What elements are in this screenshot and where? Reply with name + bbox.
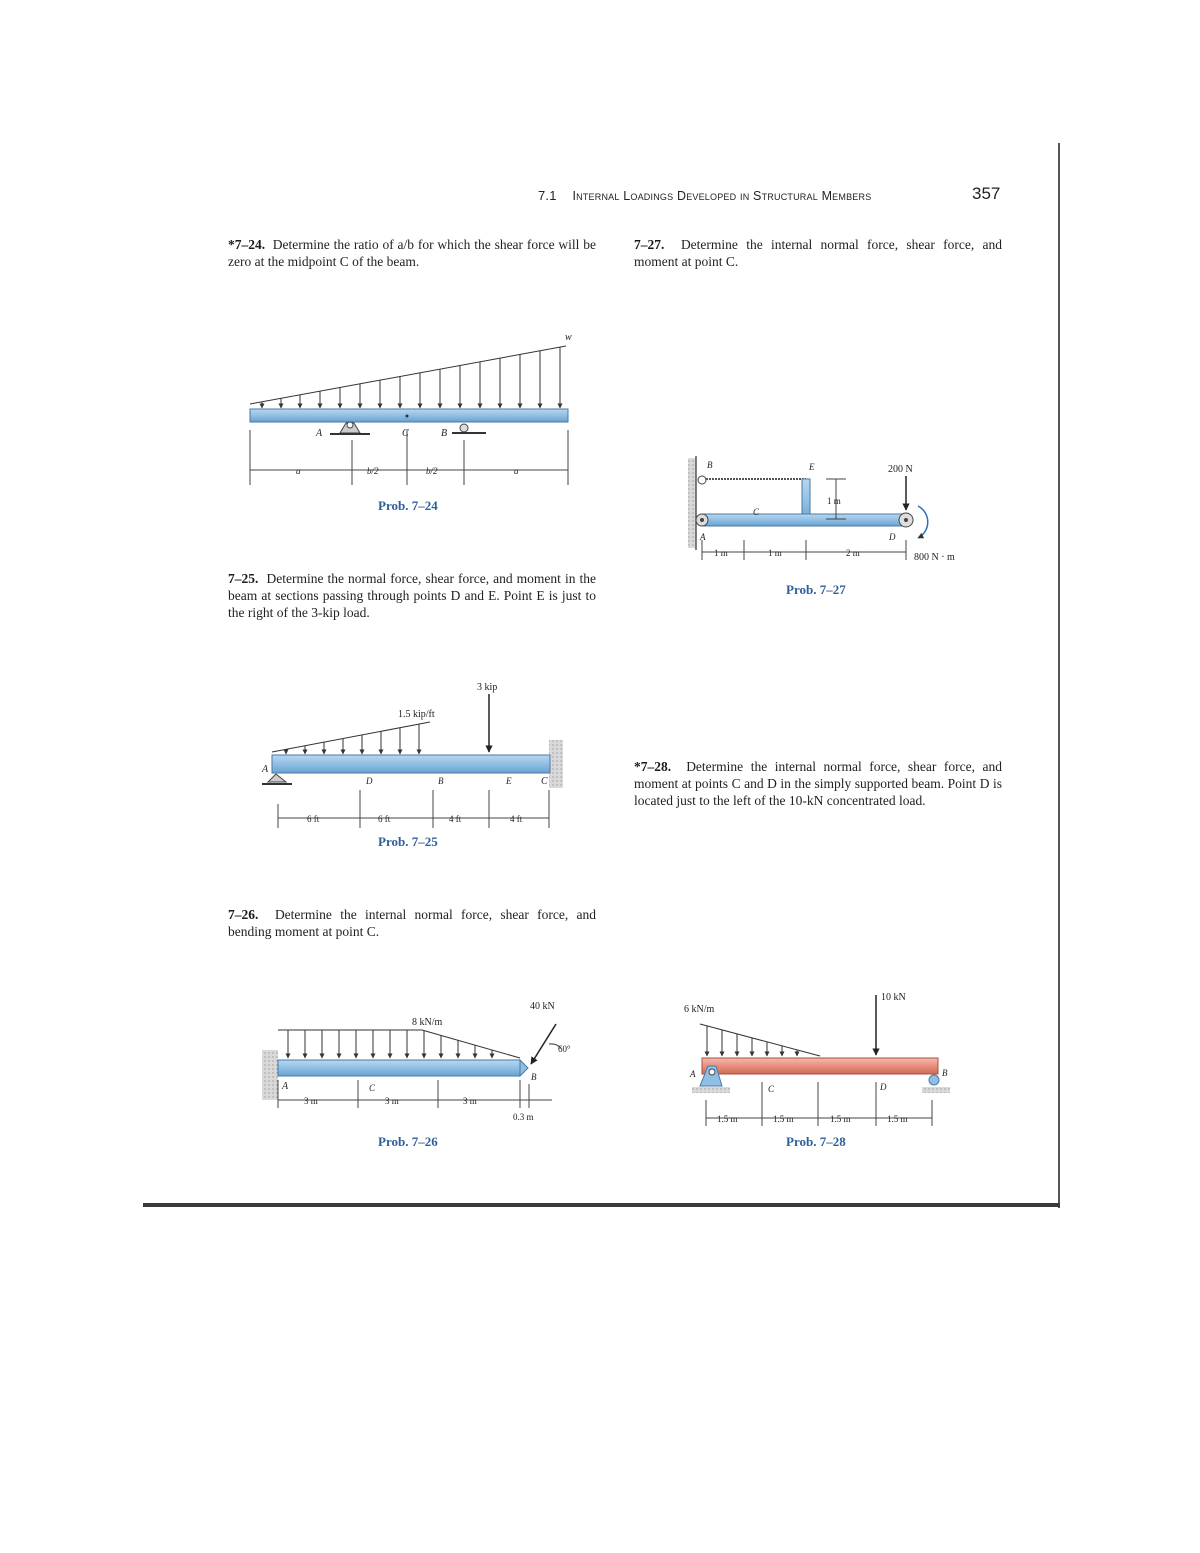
fig28-dim-4: 1.5 m [887, 1114, 908, 1124]
section-title: Internal Loadings Developed in Structural Members [572, 189, 872, 203]
fig25-B: B [438, 776, 444, 786]
fig28-D: D [880, 1082, 887, 1092]
fig24-dim-a1: a [296, 466, 301, 476]
caption-7-26: Prob. 7–26 [378, 1134, 438, 1149]
fig26-dist-load: 8 kN/m [412, 1017, 443, 1028]
fig27-dim-3: 2 m [846, 548, 860, 558]
fig25-dim-1: 6 ft [307, 814, 320, 824]
fig24-C: C [402, 428, 409, 439]
problem-number: 7–25. [228, 571, 259, 586]
fig25-A: A [262, 764, 269, 775]
problem-7-26 [228, 906, 596, 940]
fig28-diagram [684, 992, 950, 1126]
fig25-dist-load: 1.5 kip/ft [398, 709, 435, 720]
fig27-E: E [809, 462, 815, 472]
fig28-B: B [942, 1068, 948, 1078]
fig25-dim-2: 6 ft [378, 814, 391, 824]
fig27-dim-2: 1 m [768, 548, 782, 558]
fig25-E: E [506, 776, 512, 786]
fig28-point-load: 10 kN [881, 992, 906, 1003]
fig27-moment: 800 N · m [914, 552, 955, 563]
problem-7-25 [228, 570, 596, 621]
fig26-dim-2: 3 m [385, 1096, 399, 1106]
problem-text: Determine the normal force, shear force, and moment in the beam at sections passing through points D and E. Point E is just to the right of the 3-kip load. [228, 571, 596, 620]
section-number: 7.1 [538, 188, 557, 203]
fig28-dim-3: 1.5 m [830, 1114, 851, 1124]
fig25-C: C [541, 776, 548, 787]
problem-text: Determine the internal normal force, shear force, and bending moment at point C. [228, 907, 596, 939]
fig24-dim-b1: b/2 [367, 466, 379, 476]
fig25-dim-3: 4 ft [449, 814, 462, 824]
fig27-C: C [753, 507, 760, 517]
fig27-B: B [707, 460, 713, 470]
page-number: 357 [972, 184, 1001, 203]
caption-7-28: Prob. 7–28 [786, 1134, 846, 1149]
fig24-w: w [565, 332, 572, 343]
fig26-dim-1: 3 m [304, 1096, 318, 1106]
problem-number: 7–27. [634, 237, 665, 252]
problem-number: 7–26. [228, 907, 259, 922]
fig27-force: 200 N [888, 464, 913, 475]
fig26-dim-3: 3 m [463, 1096, 477, 1106]
fig27-dim-1: 1 m [714, 548, 728, 558]
fig26-point-load: 40 kN [530, 1001, 555, 1012]
fig26-diagram [262, 1001, 571, 1122]
fig26-A: A [282, 1081, 289, 1092]
problem-text: Determine the internal normal force, shear force, and moment at point C. [634, 237, 1002, 269]
caption-7-24: Prob. 7–24 [378, 498, 438, 513]
fig27-D: D [889, 532, 896, 542]
fig24-B: B [441, 428, 448, 439]
fig25-dim-4: 4 ft [510, 814, 523, 824]
problem-number: *7–24. [228, 237, 266, 252]
problem-text: Determine the internal normal force, shear force, and moment at points C and D in the simply supported beam. Point D is located just to the left of the 10-kN concentrated load. [634, 759, 1002, 808]
fig25-diagram [261, 682, 563, 828]
fig27-A: A [700, 532, 706, 542]
fig24-diagram [250, 332, 572, 485]
fig25-D: D [366, 776, 373, 786]
fig27-diagram [688, 456, 955, 563]
fig28-A: A [690, 1069, 696, 1079]
problem-7-28 [634, 758, 1002, 809]
problem-number: *7–28. [634, 759, 672, 774]
caption-7-25: Prob. 7–25 [378, 834, 438, 849]
fig28-dim-1: 1.5 m [717, 1114, 738, 1124]
fig27-dim-h: 1 m [827, 496, 841, 506]
caption-7-27: Prob. 7–27 [786, 582, 846, 597]
fig24-A: A [316, 428, 323, 439]
fig26-dim-4: 0.3 m [513, 1112, 534, 1122]
fig28-dist-load: 6 kN/m [684, 1004, 715, 1015]
fig26-C: C [369, 1083, 376, 1093]
problem-7-27 [634, 236, 1002, 270]
fig26-angle: 60° [558, 1044, 571, 1054]
fig25-point-load: 3 kip [477, 682, 498, 693]
fig28-dim-2: 1.5 m [773, 1114, 794, 1124]
problem-text: Determine the ratio of a/b for which the shear force will be zero at the midpoint C of the beam. [228, 237, 596, 269]
fig24-dim-b2: b/2 [426, 466, 438, 476]
fig24-dim-a2: a [514, 466, 519, 476]
fig26-B: B [531, 1072, 537, 1082]
fig28-C: C [768, 1084, 775, 1094]
